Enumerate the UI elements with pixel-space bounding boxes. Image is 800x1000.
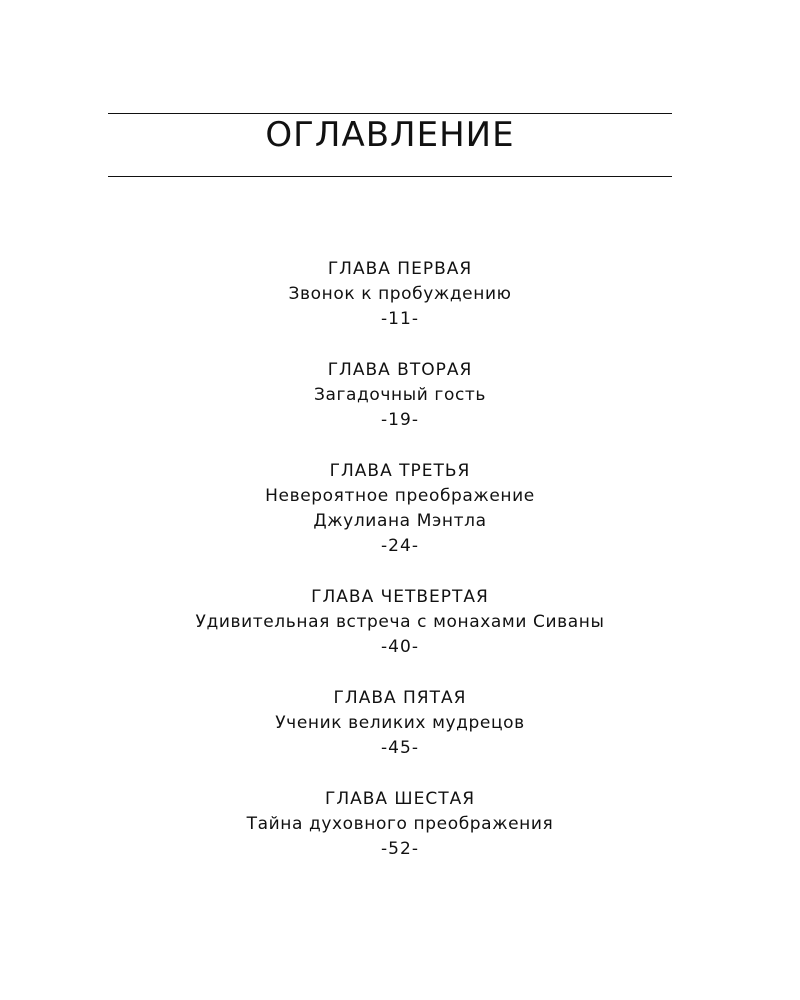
chapter-title: Загадочный гость (313, 385, 487, 405)
chapter-title-line-2: Джулиана Мэнтла (313, 511, 487, 531)
chapter-page-number: -52- (381, 839, 419, 859)
chapter-entry-5[interactable] (0, 686, 800, 761)
chapter-page-number: -19- (381, 410, 419, 430)
chapter-entry-4[interactable] (0, 585, 800, 660)
chapter-label: ГЛАВА ВТОРАЯ (327, 360, 473, 380)
chapter-label: ГЛАВА ПЕРВАЯ (327, 259, 473, 279)
chapter-entry-2[interactable] (0, 358, 800, 433)
chapter-title: Удивительная встреча с монахами Сиваны (195, 612, 605, 632)
chapter-title: Ученик великих мудрецов (275, 713, 525, 733)
chapter-title: Тайна духовного преображения (246, 814, 554, 834)
chapter-label: ГЛАВА ЧЕТВЕРТАЯ (311, 587, 489, 607)
title-header (108, 113, 672, 177)
chapter-page-number: -40- (381, 637, 419, 657)
chapter-title: Невероятное преображение (265, 486, 535, 506)
chapter-label: ГЛАВА ШЕСТАЯ (324, 789, 476, 809)
chapter-entry-1[interactable] (0, 257, 800, 332)
chapter-page-number: -24- (381, 536, 419, 556)
chapter-title: Звонок к пробуждению (288, 284, 512, 304)
chapter-page-number: -11- (381, 309, 419, 329)
chapter-entry-6[interactable] (0, 787, 800, 862)
chapter-entry-3[interactable] (0, 459, 800, 559)
table-of-contents (0, 257, 800, 888)
page-title: ОГЛАВЛЕНИЕ (265, 114, 515, 155)
chapter-label: ГЛАВА ТРЕТЬЯ (329, 461, 471, 481)
chapter-label: ГЛАВА ПЯТАЯ (333, 688, 467, 708)
chapter-page-number: -45- (381, 738, 419, 758)
